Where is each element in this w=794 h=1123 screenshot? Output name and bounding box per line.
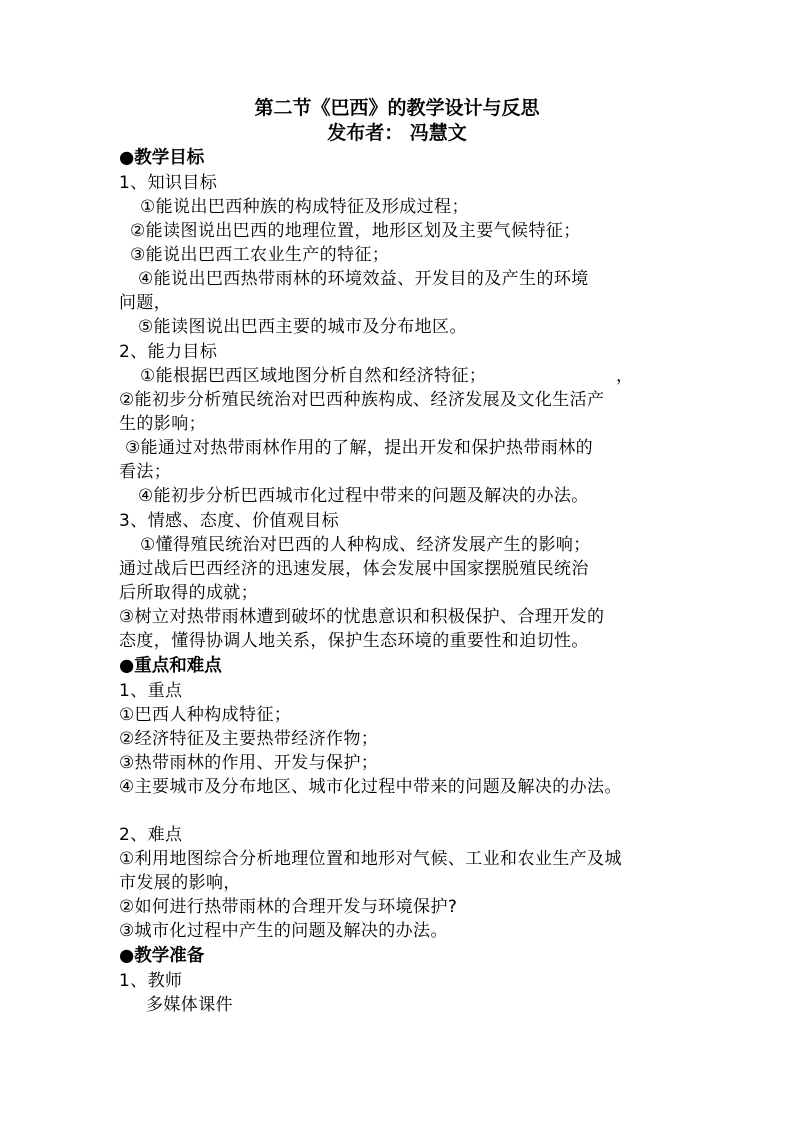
ability-goal-item: ④能初步分析巴西城市化过程中带来的问题及解决的办法。 [138,486,589,506]
knowledge-goal-item: ④能说出巴西热带雨林的环境效益、开发目的及产生的环境 [138,269,589,289]
section-heading-goals: ●教学目标 [119,148,205,168]
focus-item: ③热带雨林的作用、开发与保护； [119,753,379,773]
subsection-label-teacher: 1、教师 [119,971,183,991]
knowledge-goal-item: ②能读图说出巴西的地理位置，地形区划及主要气候特征； [130,221,581,241]
ability-goal-item: ①能根据巴西区域地图分析自然和经济特征； [140,366,487,386]
emotion-goal-item: 后所取得的成就； [119,583,259,603]
difficulty-item: ②如何进行热带雨林的合理开发与环境保护? [119,897,458,917]
subsection-label-ability: 2、能力目标 [119,342,218,362]
focus-item: ①巴西人种构成特征； [119,705,292,725]
knowledge-goal-item: ③能说出巴西工农业生产的特征； [130,245,390,265]
stray-comma: ， [616,366,634,386]
emotion-goal-item: ①懂得殖民统治对巴西的人种构成、经济发展产生的影响； [140,535,591,555]
emotion-goal-item: ③树立对热带雨林遭到破坏的忧患意识和积极保护、合理开发的 [119,607,605,627]
document-title: 第二节《巴西》的教学设计与反思 [254,97,540,119]
subsection-label-focus: 1、重点 [119,681,183,701]
teacher-prep-item: 多媒体课件 [146,995,233,1015]
emotion-goal-item: 通过战后巴西经济的迅速发展，体会发展中国家摆脱殖民统治 [119,559,589,579]
focus-item: ④主要城市及分布地区、城市化过程中带来的问题及解决的办法。 [119,777,622,797]
subsection-label-difficulty: 2、难点 [119,825,183,845]
emotion-goal-item: 态度，懂得协调人地关系，保护生态环境的重要性和迫切性。 [119,631,589,651]
document-publisher: 发布者： 冯慧文 [327,122,467,144]
section-heading-key-points: ●重点和难点 [119,656,222,676]
ability-goal-item: ③能通过对热带雨林作用的了解，提出开发和保护热带雨林的 [125,438,594,458]
difficulty-item: ③城市化过程中产生的问题及解决的办法。 [119,921,448,941]
knowledge-goal-item: 问题， [119,293,172,313]
ability-goal-item: 生的影响； [119,414,206,434]
ability-goal-item: ②能初步分析殖民统治对巴西种族构成、经济发展及文化生活产 [119,390,605,410]
ability-goal-item: 看法； [119,462,172,482]
difficulty-item: ①利用地图综合分析地理位置和地形对气候、工业和农业生产及城 [119,849,622,869]
difficulty-item: 市发展的影响， [119,873,241,893]
knowledge-goal-item: ⑤能读图说出巴西主要的城市及分布地区。 [138,317,467,337]
subsection-label-knowledge: 1、知识目标 [119,173,218,193]
knowledge-goal-item: ①能说出巴西种族的构成特征及形成过程； [140,197,469,217]
focus-item: ②经济特征及主要热带经济作物； [119,729,379,749]
subsection-label-emotion: 3、情感、态度、价值观目标 [119,511,340,531]
section-heading-preparation: ●教学准备 [119,946,205,966]
